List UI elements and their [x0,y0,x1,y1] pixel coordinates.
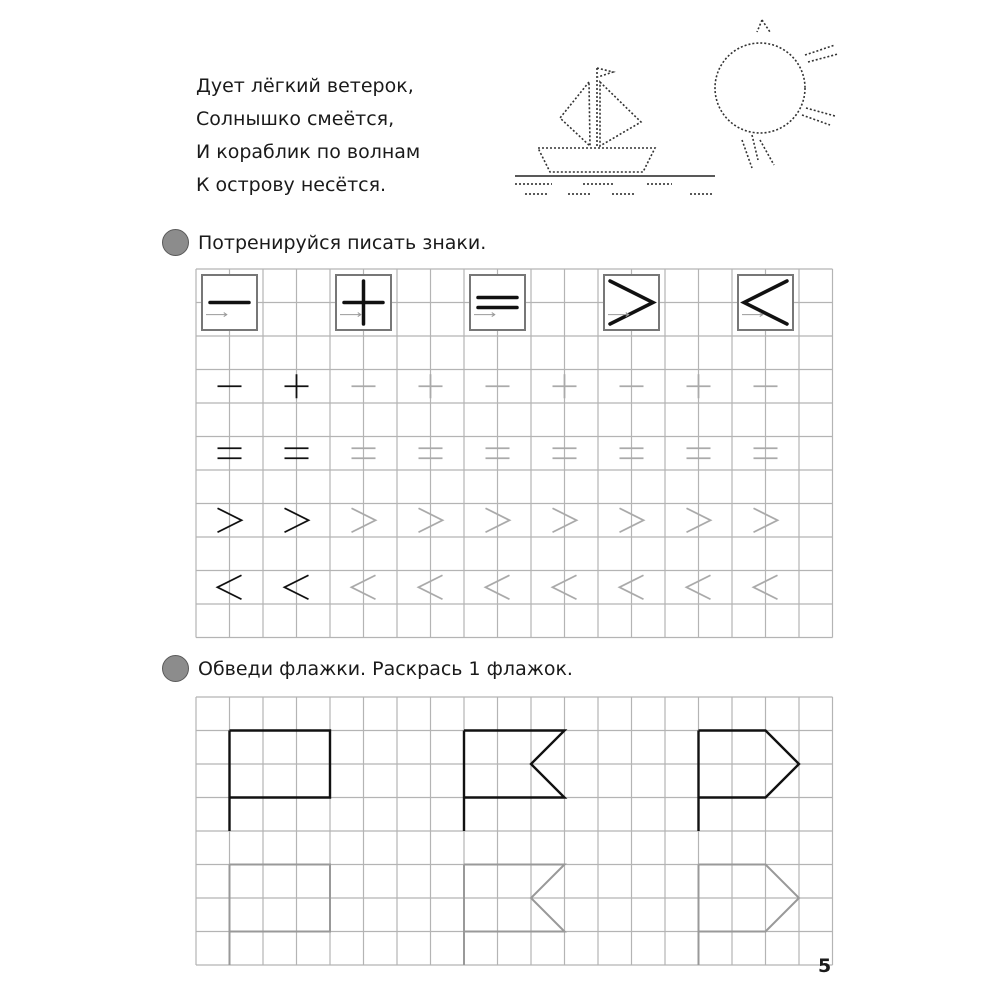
poem-line: Дует лёгкий ветерок, [196,75,414,97]
poem-line: К острову несётся. [196,174,387,196]
task-1-instruction: Потренируйся писать знаки. [198,231,487,254]
page-number: 5 [818,955,832,977]
flag-pointed [699,731,800,832]
grid-lines [196,697,833,965]
task-2-instruction: Обведи флажки. Раскрась 1 флажок. [198,657,573,680]
flag-pointed [699,865,800,966]
flag-swallowtail [464,865,565,966]
flag-rectangle [230,731,331,832]
poem-line: Солнышко смеётся, [196,108,395,130]
flag-rectangle [230,865,331,966]
poem-line: И кораблик по волнам [196,141,421,163]
flag-swallowtail [464,731,565,832]
